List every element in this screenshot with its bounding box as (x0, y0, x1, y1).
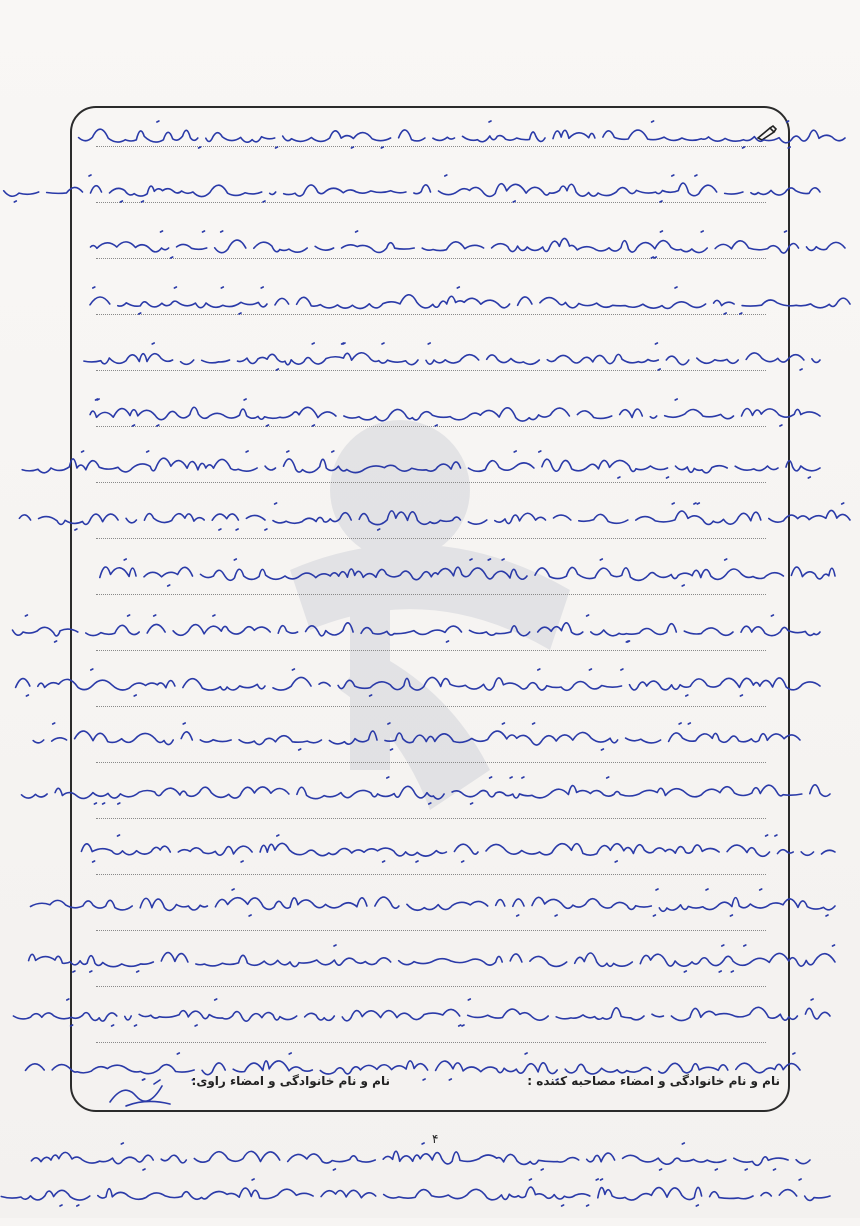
page-number: ۴ (432, 1132, 439, 1146)
signature-mark (106, 1076, 176, 1110)
narrator-signature-label: نام و نام خانوادگی و امضاء راوی: (191, 1074, 390, 1088)
interviewer-signature-label: نام و نام خانوادگی و امضاء مصاحبه کننده : (527, 1074, 780, 1088)
